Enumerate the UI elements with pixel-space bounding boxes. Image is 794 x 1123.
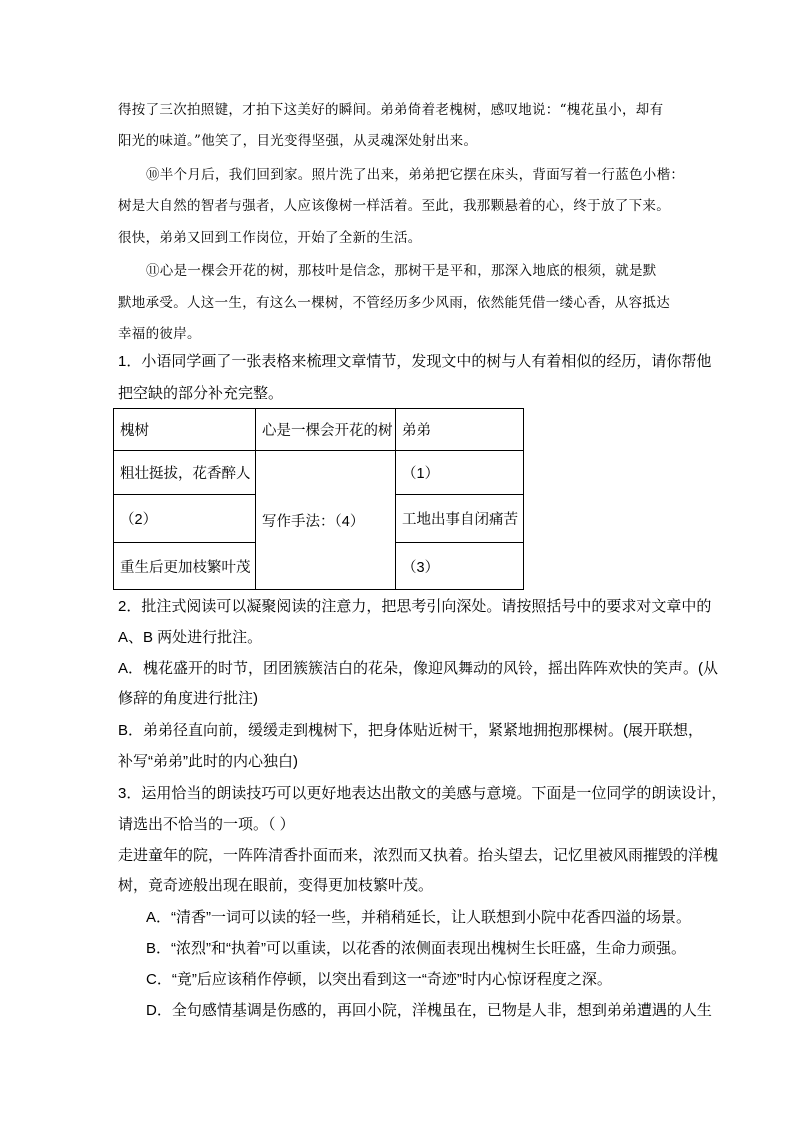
question-1-line1: 1．小语同学画了一张表格来梳理文章情节，发现文中的树与人有着相似的经历，请你帮他: [118, 353, 712, 370]
table-cell-r1c1: 粗壮挺拔，花香醉人: [114, 451, 256, 495]
question-3-quote-line2: 树，竟奇迹般出现在眼前，变得更加枝繁叶茂。: [118, 877, 434, 894]
table-cell-writing-technique: 写作手法：（4）: [256, 451, 396, 590]
question-3-line1: 3．运用恰当的朗读技巧可以更好地表达出散文的美感与意境。下面是一位同学的朗读设计，: [118, 785, 727, 802]
question-3-option-d: D．全句感情基调是伤感的，再回小院，洋槐虽在，已物是人非，想到弟弟遭遇的人生: [146, 1002, 712, 1019]
passage-p9-line2: 阳光的味道。”他笑了，目光变得坚强，从灵魂深处射出来。: [118, 133, 478, 149]
passage-p11-line3: 幸福的彼岸。: [118, 326, 201, 342]
question-2-a-line1: A．槐花盛开的时节，团团簇簇洁白的花朵，像迎风舞动的风铃，摇出阵阵欢快的笑声。(从: [118, 660, 719, 677]
table-header-heart-tree: 心是一棵会开花的树: [256, 409, 396, 451]
question-2-b-line2: 补写“弟弟”此时的内心独白): [118, 753, 298, 770]
passage-p9-line1: 得按了三次拍照键，才拍下这美好的瞬间。弟弟倚着老槐树，感叹地说：“槐花虽小，却有: [118, 102, 664, 118]
question-3-option-c: C．“竟”后应该稍作停顿，以突出看到这一“奇迹”时内心惊讶程度之深。: [146, 971, 612, 988]
table-header-huaishu: 槐树: [114, 409, 256, 451]
passage-p10-line1: ⑩半个月后，我们回到家。照片洗了出来，弟弟把它摆在床头，背面写着一行蓝色小楷：: [146, 167, 685, 183]
table-cell-r3c1: 重生后更加枝繁叶茂: [114, 543, 256, 590]
question-2-b-line1: B．弟弟径直向前，缓缓走到槐树下，把身体贴近树干，紧紧地拥抱那棵树。(展开联想，: [118, 722, 704, 739]
question-2-line1: 2．批注式阅读可以凝聚阅读的注意力，把思考引向深处。请按照括号中的要求对文章中的: [118, 598, 712, 615]
table-header-brother: 弟弟: [396, 409, 524, 451]
question-3-option-a: A．“清香”一词可以读的轻一些，并稍稍延长，让人联想到小院中花香四溢的场景。: [146, 909, 691, 926]
passage-p10-line3: 很快，弟弟又回到工作岗位，开始了全新的生活。: [118, 230, 422, 246]
question-2-line2: A、B 两处进行批注。: [118, 629, 263, 646]
question-3-option-b: B．“浓烈”和“执着”可以重读，以花香的浓侧面表现出槐树生长旺盛，生命力顽强。: [146, 940, 686, 957]
table-cell-blank-2: （2）: [114, 495, 256, 543]
passage-p11-line2: 默地承受。人这一生，有这么一棵树，不管经历多少风雨，依然能凭借一缕心香，从容抵达: [118, 295, 670, 311]
question-3-quote-line1: 走进童年的院，一阵阵清香扑面而来，浓烈而又执着。抬头望去，记忆里被风雨摧毁的洋槐: [118, 847, 719, 864]
question-1-line2: 把空缺的部分补充完整。: [118, 385, 284, 402]
question-2-a-line2: 修辞的角度进行批注): [118, 690, 258, 707]
passage-p10-line2: 树是大自然的智者与强者，人应该像树一样活着。至此，我那颗悬着的心，终于放了下来。: [118, 198, 670, 214]
question-3-line2: 请选出不恰当的一项。（ ）: [118, 816, 295, 833]
table-cell-blank-3: （3）: [396, 543, 524, 590]
passage-p11-line1: ⑪心是一棵会开花的树，那枝叶是信念，那树干是平和，那深入地底的根须，就是默: [146, 263, 657, 279]
plot-summary-table: [113, 408, 524, 590]
table-cell-blank-1: （1）: [396, 451, 524, 495]
table-cell-r2c3: 工地出事自闭痛苦: [396, 495, 524, 543]
